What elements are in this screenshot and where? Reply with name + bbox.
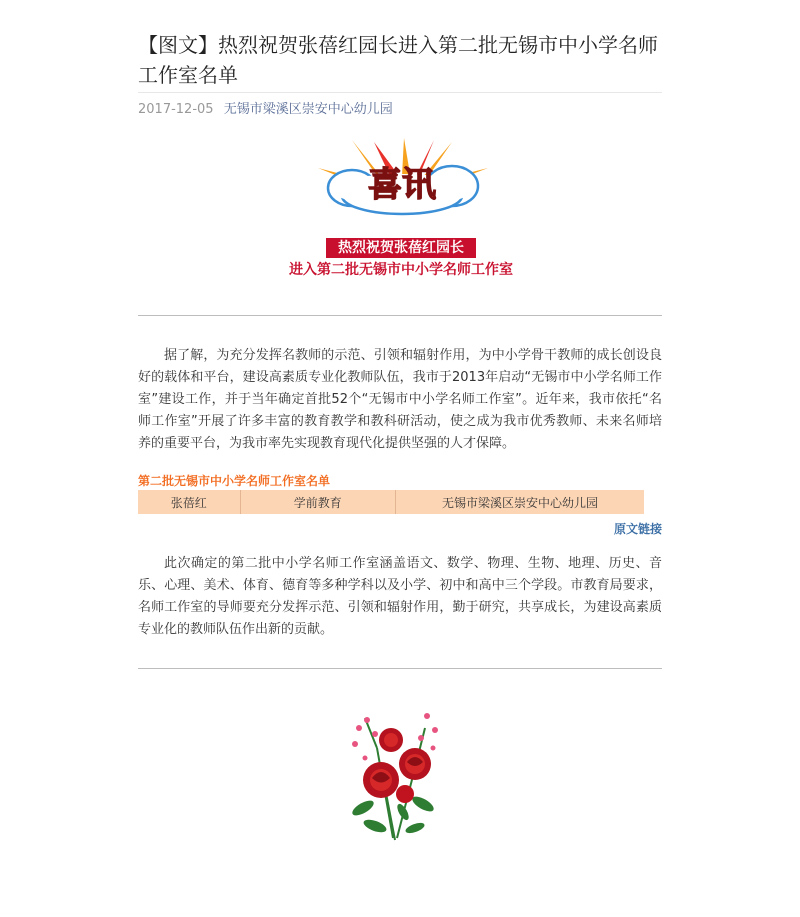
roster-subject-cell: 学前教育 [240,490,395,514]
title-divider [138,92,662,93]
original-link[interactable]: 原文链接 [614,522,663,536]
article-meta [138,100,393,120]
section-divider [138,315,662,316]
roster-name-cell: 张蓓红 [138,490,240,514]
table-row [138,490,644,514]
roses-bouquet-image [345,708,455,848]
banner-logo-text: 喜讯 [368,165,436,205]
banner-subtitle-line: 进入第二批无锡市中小学名师工作室 [289,262,513,278]
publish-date: 2017-12-05 [138,102,214,117]
roster-heading: 第二批无锡市中小学名师工作室名单 [138,474,331,488]
section-divider [138,668,662,669]
roster-school-cell: 无锡市梁溪区崇安中心幼儿园 [441,495,598,510]
banner-congrats-line: 热烈祝贺张蓓红园长 [326,238,476,258]
account-name-link[interactable]: 无锡市梁溪区崇安中心幼儿园 [223,102,393,117]
closing-paragraph: 此次确定的第二批中小学名师工作室涵盖语文、数学、物理、生物、地理、历史、音乐、心理、美术、体育、德育等多种学科以及小学、初中和高中三个学段。市教育局要求，名师工作室的导师要充分发挥示范、引领和辐射作用，勤于研究，共享成长，为建设高素质专业化的教师队伍作出新的贡献。 [138,556,662,637]
good-news-banner-image [312,138,492,218]
roster-table [138,490,644,514]
intro-paragraph: 据了解，为充分发挥名教师的示范、引领和辐射作用，为中小学骨干教师的成长创设良好的载体和平台，建设高素质专业化教师队伍，我市于2013年启动“无锡市中小学名师工作室”建设工作，并于当年确定首批52个“无锡市中小学名师工作室”。近年来，我市依托“名师工作室”开展了许多丰富的教育教学和教科研活动，使之成为我市优秀教师、未来名师培养的重要平台，为我市率先实现教育现代化提供坚强的人才保障。 [138,348,662,451]
article-title: 【图文】热烈祝贺张蓓红园长进入第二批无锡市中小学名师工作室名单 [138,33,658,87]
